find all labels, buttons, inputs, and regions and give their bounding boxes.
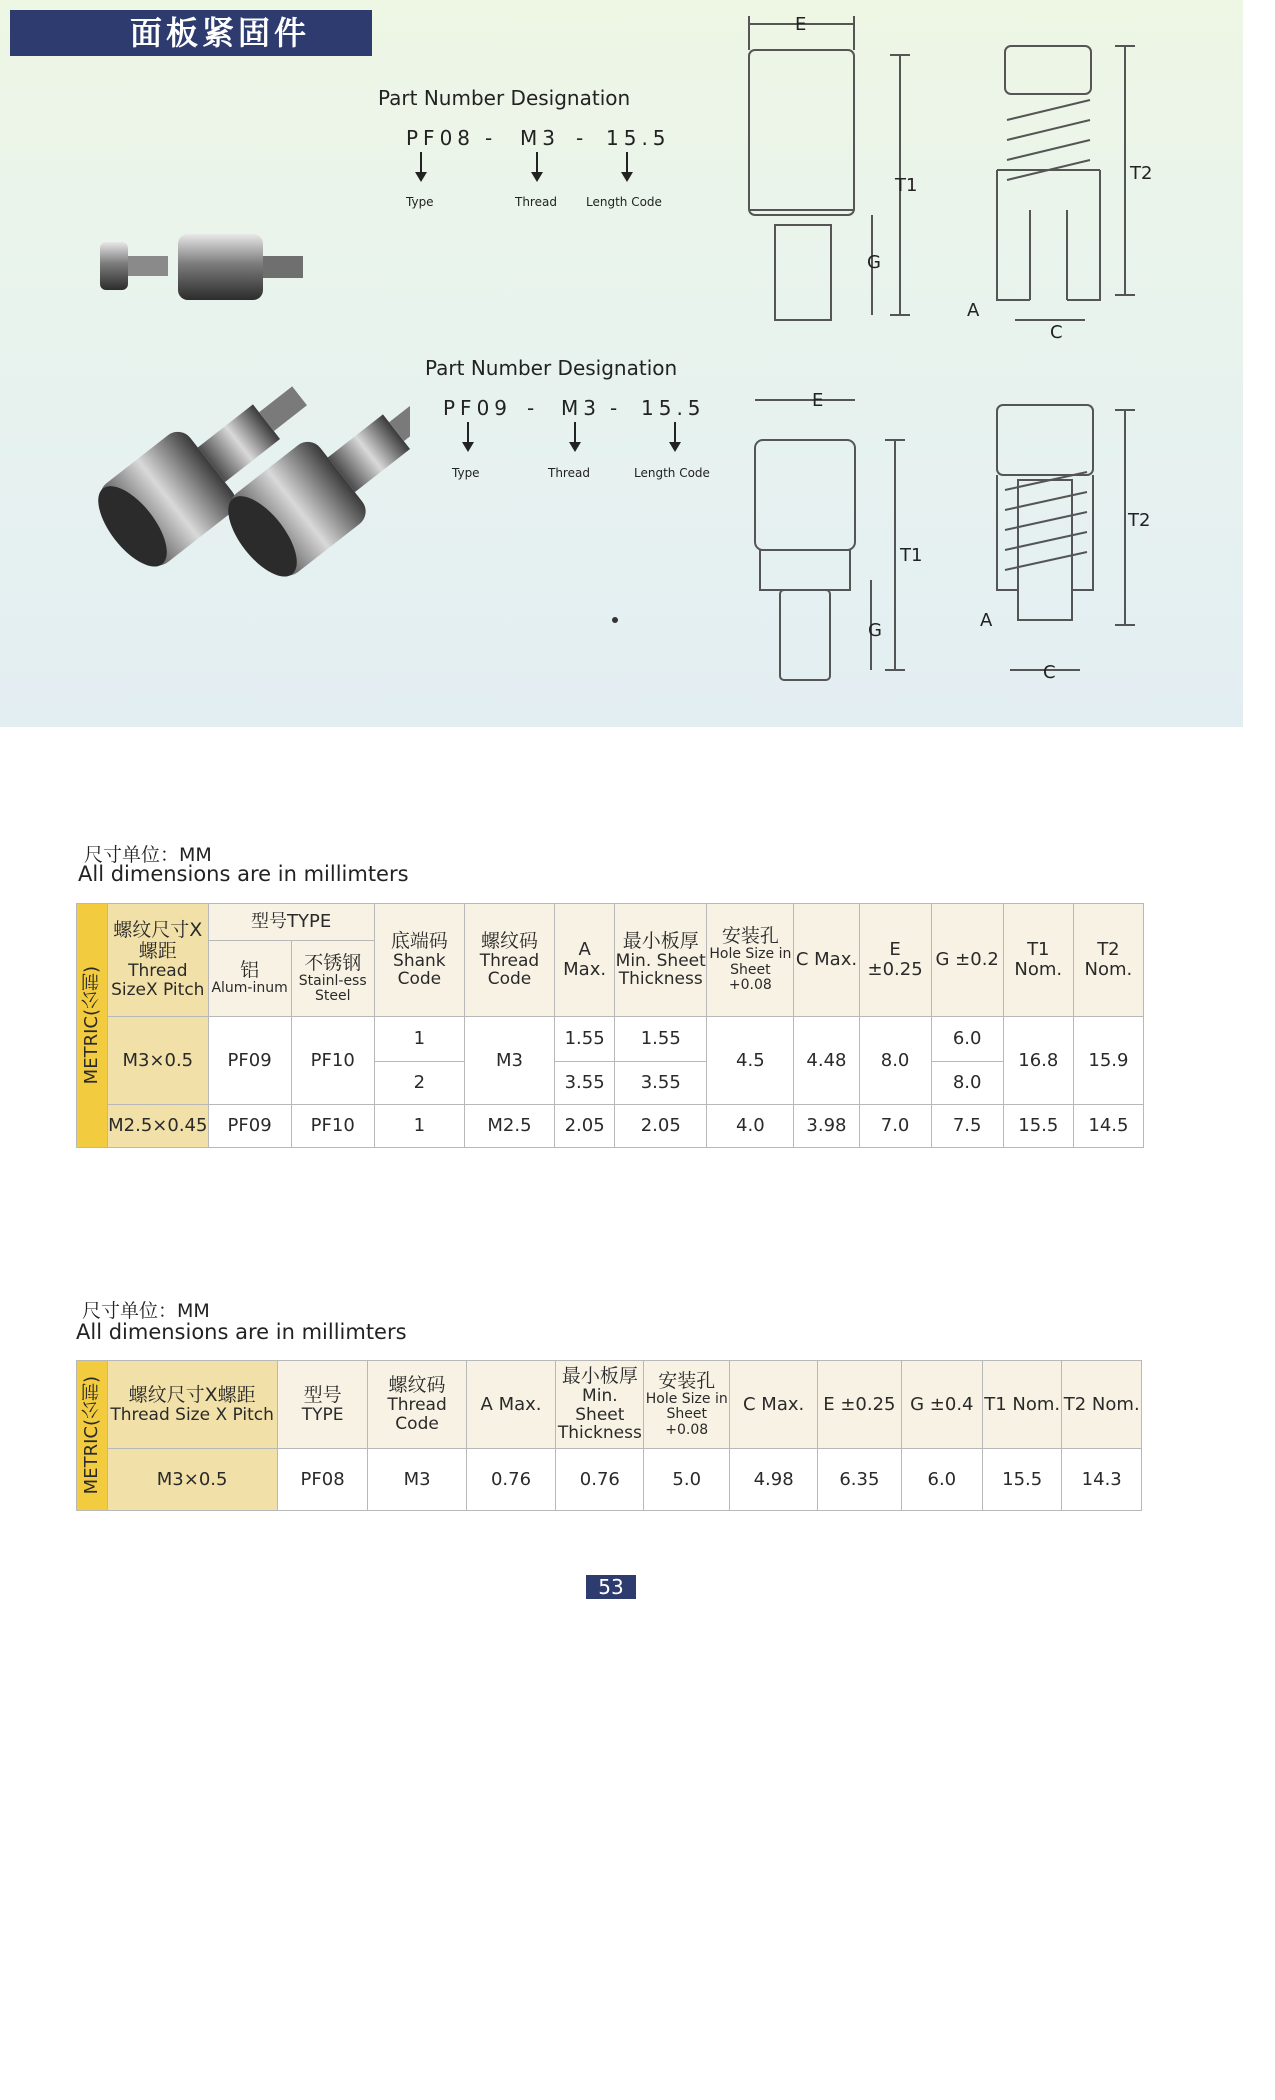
header-a-max: A Max. <box>466 1361 556 1449</box>
designation2-thread-annot: Thread <box>548 466 590 480</box>
header-hole-size: 安装孔 Hole Size in Sheet +0.08 <box>707 904 794 1017</box>
dim-c-label: C <box>1050 322 1063 343</box>
designation2-code-type: PF09 <box>443 396 513 420</box>
dim-c-label-2: C <box>1043 662 1056 683</box>
dim-a-label-2: A <box>980 610 993 631</box>
cell-c-max: 3.98 <box>794 1105 859 1148</box>
header-c-max: C Max. <box>794 904 859 1017</box>
cell-t1: 15.5 <box>1003 1105 1073 1148</box>
header-thread-size: 螺纹尺寸X螺距 Thread Size X Pitch <box>107 1361 277 1449</box>
header-type: 型号TYPE <box>208 904 374 941</box>
arrow-down-icon <box>669 442 681 452</box>
designation1-length-annot: Length Code <box>586 195 662 209</box>
cell-a-max: 0.76 <box>466 1449 556 1511</box>
designation1-sep1: - <box>485 126 498 150</box>
cell-e: 6.35 <box>818 1449 902 1511</box>
cell-c-max: 4.48 <box>794 1017 859 1105</box>
arrow-down-icon <box>462 442 474 452</box>
cell-shank-code: 2 <box>374 1062 464 1105</box>
arrow-down-icon <box>674 422 676 442</box>
designation1-code-type: PF08 <box>406 126 476 150</box>
designation2-label: Part Number Designation <box>425 356 678 380</box>
technical-drawing <box>735 10 1195 690</box>
cell-aluminum-type: PF09 <box>208 1017 291 1105</box>
cell-shank-code: 1 <box>374 1105 464 1148</box>
arrow-down-icon <box>415 172 427 182</box>
print-speck <box>612 617 618 623</box>
designation2-code-thread: M3 <box>561 396 601 420</box>
cell-e: 8.0 <box>859 1017 931 1105</box>
dim-t2-label-2: T2 <box>1128 510 1151 531</box>
cell-type: PF08 <box>277 1449 368 1511</box>
cell-t2: 15.9 <box>1073 1017 1143 1105</box>
cell-t2: 14.3 <box>1062 1449 1142 1511</box>
header-t1-nom: T1 Nom. <box>982 1361 1062 1449</box>
designation1-code-thread: M3 <box>520 126 560 150</box>
cell-min-sheet: 2.05 <box>615 1105 707 1148</box>
cell-g: 6.0 <box>931 1017 1003 1062</box>
designation2-sep1: - <box>527 396 540 420</box>
arrow-down-icon <box>531 172 543 182</box>
header-g-tol: G ±0.2 <box>931 904 1003 1017</box>
designation2-code-length: 15.5 <box>641 396 706 420</box>
designation2-sep2: - <box>610 396 623 420</box>
cell-a-max: 1.55 <box>555 1017 615 1062</box>
section-title: 面板紧固件 <box>130 14 311 52</box>
header-t2-nom: T2 Nom. <box>1073 904 1143 1017</box>
cell-c-max: 4.98 <box>730 1449 818 1511</box>
header-stainless: 不锈钢 Stainl-ess Steel <box>291 941 374 1017</box>
units-note-en: All dimensions are in millimters <box>78 862 409 886</box>
dim-e-label-2: E <box>812 390 824 411</box>
units-note-cn-2: 尺寸单位：MM <box>82 1300 210 1322</box>
dim-t1-label: T1 <box>895 175 918 196</box>
dim-e-label: E <box>795 14 807 35</box>
cell-min-sheet: 1.55 <box>615 1017 707 1062</box>
units-note-cn: 尺寸单位：MM <box>84 844 212 866</box>
dim-t1-label-2: T1 <box>900 545 923 566</box>
header-a-max: A Max. <box>555 904 615 1017</box>
cell-size: M3×0.5 <box>108 1017 208 1105</box>
header-e-tol: E ±0.25 <box>859 904 931 1017</box>
cell-aluminum-type: PF09 <box>208 1105 291 1148</box>
arrow-down-icon <box>626 152 628 172</box>
cell-t1: 16.8 <box>1003 1017 1073 1105</box>
designation1-code-length: 15.5 <box>606 126 671 150</box>
arrow-down-icon <box>467 422 469 442</box>
cell-g: 8.0 <box>931 1062 1003 1105</box>
arrow-down-icon <box>420 152 422 172</box>
cell-shank-code: 1 <box>374 1017 464 1062</box>
cell-thread-code: M3 <box>368 1449 466 1511</box>
metric-band: METRIC(公制) <box>77 904 108 1148</box>
header-min-sheet: 最小板厚 Min. Sheet Thickness <box>556 1361 644 1449</box>
header-shank-code: 底端码 Shank Code <box>374 904 464 1017</box>
header-thread-size: 螺纹尺寸X螺距 Thread SizeX Pitch <box>108 904 208 1017</box>
designation2-length-annot: Length Code <box>634 466 710 480</box>
spec-table-1 <box>76 903 1144 1148</box>
header-e-tol: E ±0.25 <box>818 1361 902 1449</box>
designation1-thread-annot: Thread <box>515 195 557 209</box>
page-number: 53 <box>586 1575 636 1599</box>
dim-a-label: A <box>967 300 980 321</box>
header-hole-size: 安装孔 Hole Size in Sheet +0.08 <box>644 1361 730 1449</box>
cell-min-sheet: 3.55 <box>615 1062 707 1105</box>
arrow-down-icon <box>621 172 633 182</box>
cell-t2: 14.5 <box>1073 1105 1143 1148</box>
designation2-type-annot: Type <box>452 466 480 480</box>
cell-stainless-type: PF10 <box>291 1105 374 1148</box>
header-min-sheet: 最小板厚 Min. Sheet Thickness <box>615 904 707 1017</box>
cell-size: M2.5×0.45 <box>108 1105 208 1148</box>
header-t1-nom: T1 Nom. <box>1003 904 1073 1017</box>
designation1-label: Part Number Designation <box>378 86 631 110</box>
cell-g: 7.5 <box>931 1105 1003 1148</box>
header-t2-nom: T2 Nom. <box>1062 1361 1142 1449</box>
header-thread-code: 螺纹码 Thread Code <box>464 904 554 1017</box>
cell-stainless-type: PF10 <box>291 1017 374 1105</box>
cell-t1: 15.5 <box>982 1449 1062 1511</box>
dim-t2-label: T2 <box>1130 163 1153 184</box>
cell-a-max: 2.05 <box>555 1105 615 1148</box>
cell-hole-size: 5.0 <box>644 1449 730 1511</box>
cell-hole-size: 4.5 <box>707 1017 794 1105</box>
arrow-down-icon <box>574 422 576 442</box>
arrow-down-icon <box>569 442 581 452</box>
cell-thread-code: M3 <box>464 1017 554 1105</box>
cell-size: M3×0.5 <box>107 1449 277 1511</box>
cell-g: 6.0 <box>901 1449 982 1511</box>
designation1-sep2: - <box>576 126 589 150</box>
cell-a-max: 3.55 <box>555 1062 615 1105</box>
product-photo <box>90 230 410 610</box>
designation1-type-annot: Type <box>406 195 434 209</box>
arrow-down-icon <box>536 152 538 172</box>
units-note-en-2: All dimensions are in millimters <box>76 1320 407 1344</box>
spec-table-2 <box>76 1360 1142 1511</box>
metric-band: METRIC(公制) <box>77 1361 108 1511</box>
header-aluminum: 铝 Alum-inum <box>208 941 291 1017</box>
cell-e: 7.0 <box>859 1105 931 1148</box>
header-c-max: C Max. <box>730 1361 818 1449</box>
cell-min-sheet: 0.76 <box>556 1449 644 1511</box>
cell-hole-size: 4.0 <box>707 1105 794 1148</box>
header-thread-code: 螺纹码 Thread Code <box>368 1361 466 1449</box>
cell-thread-code: M2.5 <box>464 1105 554 1148</box>
dim-g-label: G <box>867 252 881 273</box>
header-g-tol: G ±0.4 <box>901 1361 982 1449</box>
header-type: 型号 TYPE <box>277 1361 368 1449</box>
dim-g-label-2: G <box>868 620 882 641</box>
